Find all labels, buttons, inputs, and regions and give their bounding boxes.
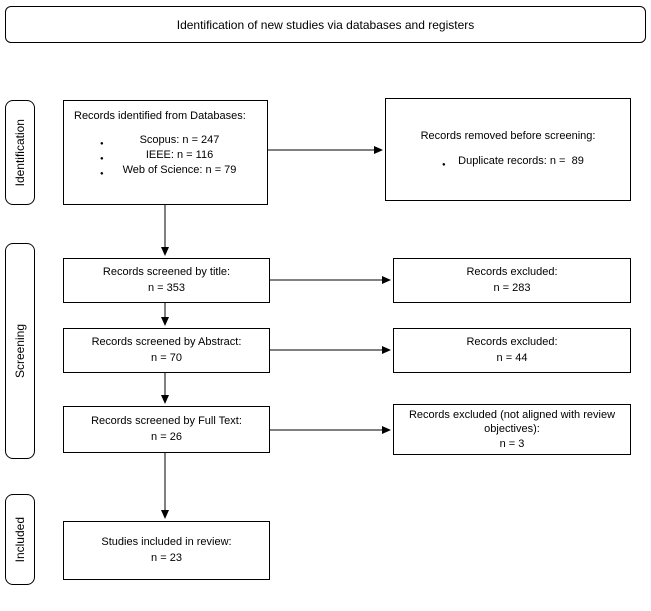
stage-screening-label: Screening [13,323,27,379]
box-excluded-fulltext [393,404,631,455]
box-records-removed [385,98,631,201]
diagram-title-text: Identification of new studies via databases and registers [176,17,475,32]
box-screened-title [63,258,270,303]
list-item: ● IEEE: n = 116 [74,148,259,163]
studies-included-line2: n = 23 [151,551,182,564]
excluded-title-line1: Records excluded: [466,266,558,279]
list-item: ● Scopus: n = 247 [74,133,259,148]
studies-included-line1: Studies included in review: [101,536,232,549]
screened-title-line2: n = 353 [147,281,185,294]
records-removed-heading: Records removed before screening: [420,130,596,142]
box-screened-abstract [63,328,270,373]
excluded-fulltext-line2: n = 3 [499,437,525,450]
list-item: ● Duplicate records: n = 89 [392,154,624,169]
box-studies-included [63,521,270,580]
screened-fulltext-line1: Records screened by Full Text: [91,415,242,428]
excluded-fulltext-line1: Records excluded (not aligned with review objectives): [408,409,616,436]
records-identified-heading: Records identified from Databases: [74,110,246,122]
stage-screening [5,243,35,459]
list-item: ● Web of Science: n = 79 [74,163,259,178]
box-excluded-title [393,258,631,303]
records-removed-list [392,154,624,169]
records-identified-list [74,133,259,178]
excluded-title-line2: n = 283 [493,281,531,294]
stage-identification [5,100,35,205]
screened-fulltext-line2: n = 26 [151,430,182,443]
stage-included [5,494,35,585]
box-screened-fulltext [63,406,270,453]
diagram-title [5,6,646,43]
screened-abstract-line1: Records screened by Abstract: [91,336,242,349]
screened-abstract-line2: n = 70 [151,351,182,364]
box-excluded-abstract [393,328,631,373]
excluded-abstract-line2: n = 44 [496,351,528,364]
screened-title-line1: Records screened by title: [102,266,231,279]
excluded-abstract-line1: Records excluded: [466,336,558,349]
box-records-identified [63,100,268,205]
stage-included-label: Included [13,516,27,563]
stage-identification-label: Identification [13,118,27,187]
